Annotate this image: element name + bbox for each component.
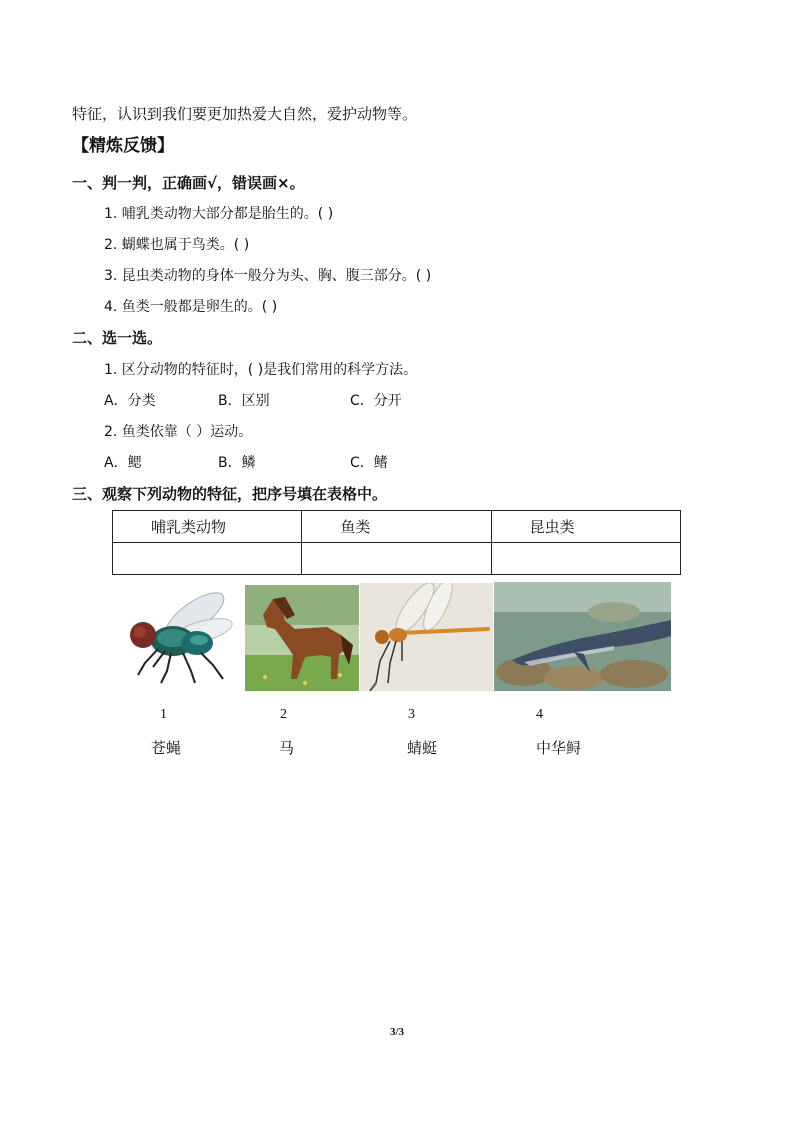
part2-q1: 1. 区分动物的特征时，( )是我们常用的科学方法。 <box>104 362 418 378</box>
part2-q1-option-a: A．分类 <box>104 393 156 409</box>
fly-photo <box>113 583 240 691</box>
animal-number-1: 1 <box>160 707 167 722</box>
part2-q2-option-b: B．鳞 <box>218 455 256 471</box>
answer-cell-insect[interactable] <box>491 543 680 575</box>
table-header-mammal: 哺乳类动物 <box>113 511 302 543</box>
sturgeon-photo <box>494 582 671 691</box>
part2-q1-option-b: B．区别 <box>218 393 270 409</box>
answer-cell-mammal[interactable] <box>113 543 302 575</box>
intro-text: 特征，认识到我们要更加热爱大自然，爱护动物等。 <box>72 105 418 123</box>
animal-name-sturgeon: 中华鲟 <box>536 739 582 757</box>
dragonfly-photo <box>360 583 493 691</box>
part2-q2-option-a: A．鳃 <box>104 455 142 471</box>
animal-number-4: 4 <box>536 707 543 722</box>
part1-item-1: 1. 哺乳类动物大部分都是胎生的。( ) <box>104 206 334 222</box>
part1-item-2: 2. 蝴蝶也属于鸟类。( ) <box>104 237 250 253</box>
table-header-fish: 鱼类 <box>302 511 491 543</box>
classification-table <box>112 510 681 575</box>
table-header-row <box>113 511 681 543</box>
page-number: 3/3 <box>389 1026 405 1038</box>
horse-photo <box>245 585 359 691</box>
animal-name-fly: 苍蝇 <box>151 739 182 757</box>
part1-item-3: 3. 昆虫类动物的身体一般分为头、胸、腹三部分。( ) <box>104 268 432 284</box>
part3-heading: 三、观察下列动物的特征，把序号填在表格中。 <box>72 485 388 503</box>
part2-heading: 二、选一选。 <box>72 329 163 347</box>
part2-q2-option-c: C．鳍 <box>350 455 388 471</box>
table-header-insect: 昆虫类 <box>491 511 680 543</box>
part1-item-4: 4. 鱼类一般都是卵生的。( ) <box>104 299 278 315</box>
table-answer-row <box>113 543 681 575</box>
animal-name-dragonfly: 蜻蜓 <box>407 739 438 757</box>
animal-number-2: 2 <box>280 707 287 722</box>
animal-number-3: 3 <box>408 707 415 722</box>
section-title: 【精炼反馈】 <box>72 136 174 156</box>
part2-q1-option-c: C．分开 <box>350 393 402 409</box>
answer-cell-fish[interactable] <box>302 543 491 575</box>
part2-q2: 2. 鱼类依靠（ ）运动。 <box>104 424 253 440</box>
part1-heading: 一、判一判，正确画√，错误画×。 <box>72 174 305 192</box>
animal-name-horse: 马 <box>279 739 295 757</box>
